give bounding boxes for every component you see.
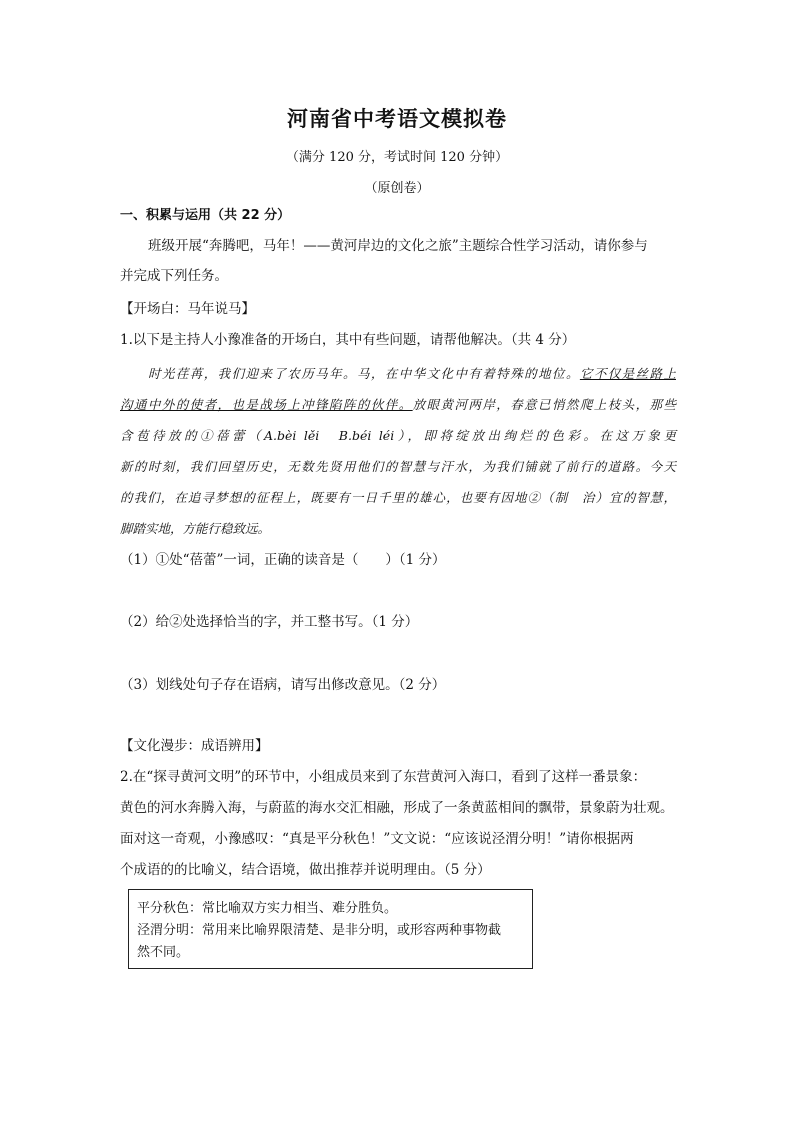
part2-heading: 【文化漫步：成语辨用】 [120, 738, 269, 754]
definition-2-line-2: 然不同。 [137, 945, 190, 960]
exam-title: 河南省中考语文模拟卷 [287, 107, 507, 131]
passage-line-1 [148, 364, 676, 384]
passage-line-4: 新的时刻，我们回望历史，无数先贤用他们的智慧与汗水，为我们铺就了前行的道路。今天 [120, 459, 676, 474]
definition-1: 平分秋色：常比喻双方实力相当、难分胜负。 [137, 901, 398, 916]
intro-line-1: 班级开展“奔腾吧，马年！——黄河岸边的文化之旅”主题综合性学习活动，请你参与 [148, 238, 648, 254]
question-1: 1.以下是主持人小豫准备的开场白，其中有些问题，请帮他解决。（共 4 分） [120, 332, 576, 348]
sub-question-1: （1）①处“蓓蕾”一词，正确的读音是（ ）（1 分） [120, 552, 446, 568]
sub-question-2: （2）给②处选择恰当的字，并工整书写。（1 分） [120, 614, 419, 630]
sub-question-3: （3）划线处句子存在语病，请写出修改意见。（2 分） [120, 677, 446, 693]
part1-heading: 【开场白：马年说马】 [120, 301, 255, 317]
passage-line-3: 含苞待放的①蓓蕾（A.bèi lěi B.béi léi），即将绽放出绚烂的色彩。在这万象更 [120, 428, 676, 443]
definition-2-line-1: 泾渭分明：常用来比喻界限清楚、是非分明，或形容两种事物截 [137, 923, 502, 938]
intro-line-2: 并完成下列任务。 [120, 268, 228, 284]
question-2-line-2: 黄色的河水奔腾入海，与蔚蓝的海水交汇相融，形成了一条黄蓝相间的飘带，景象蔚为壮观。 [120, 800, 674, 816]
passage-text: 时光荏苒，我们迎来了农历马年。马，在中华文化中有着特殊的地位。 [148, 366, 580, 381]
score-time-note: （满分 120 分，考试时间 120 分钟） [285, 150, 509, 165]
question-2-line-4: 个成语的的比喻义，结合语境，做出推荐并说明理由。（5 分） [120, 862, 491, 878]
underlined-sentence: 它不仅是丝路上 [579, 366, 676, 381]
underlined-sentence: 沟通中外的使者，也是战场上冲锋陷阵的伙伴。 [120, 397, 413, 412]
question-2-line-1: 2.在“探寻黄河文明”的环节中，小组成员来到了东营黄河入海口，看到了这样一番景象： [120, 769, 647, 785]
passage-line-2 [120, 395, 676, 415]
idiom-definition-box [128, 889, 533, 969]
original-note: （原创卷） [364, 181, 430, 196]
section-heading: 一、积累与运用（共 22 分） [120, 208, 291, 223]
passage-line-6: 脚踏实地，方能行稳致远。 [120, 521, 271, 536]
question-2-line-3: 面对这一奇观，小豫感叹：“真是平分秋色！”文文说：“应该说泾渭分明！”请你根据两 [120, 831, 634, 847]
passage-text: 放眼黄河两岸，春意已悄然爬上枝头，那些 [412, 397, 676, 412]
passage-line-5: 的我们，在追寻梦想的征程上，既要有一日千里的雄心，也要有因地②（制 治）宜的智慧， [120, 490, 676, 505]
